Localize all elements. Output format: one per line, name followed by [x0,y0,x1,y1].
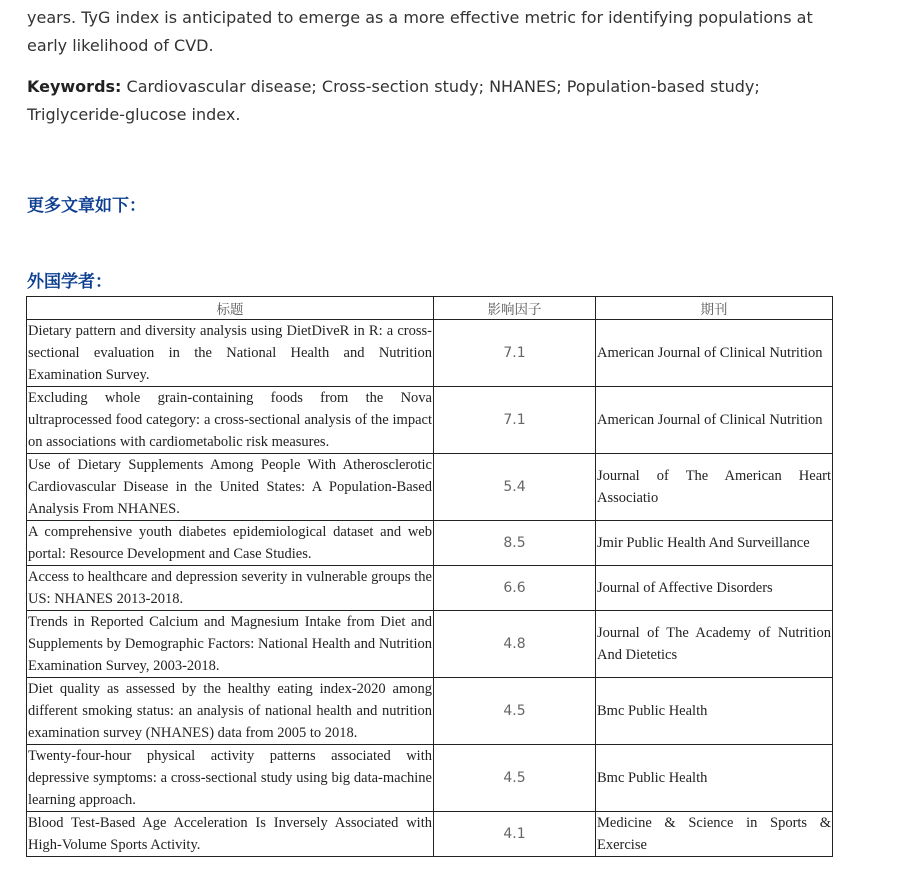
table-row [27,678,833,745]
table-row [27,387,833,454]
table-row [27,454,833,521]
journal-name: Medicine & Science in Sports & Exercise [596,812,833,857]
article-title: Access to healthcare and depression severity in vulnerable groups the US: NHANES 2013-2018. [27,566,434,611]
journal-name: Journal of Affective Disorders [596,566,833,611]
journal-name: Jmir Public Health And Surveillance [596,521,833,566]
journal-name: Journal of The American Heart Associatio [596,454,833,521]
more-articles-heading: 更多文章如下： [27,196,146,216]
impact-factor: 4.5 [434,745,596,812]
article-title: Use of Dietary Supplements Among People With Atherosclerotic Cardiovascular Disease in the United States: A Population-Based Analysis From NHANES. [27,454,434,521]
impact-factor: 8.5 [434,521,596,566]
impact-factor: 7.1 [434,387,596,454]
impact-factor: 6.6 [434,566,596,611]
articles-table [26,296,833,857]
column-header-impact-factor: 影响因子 [434,297,596,320]
journal-name: American Journal of Clinical Nutrition [596,320,833,387]
table-row [27,812,833,857]
impact-factor: 5.4 [434,454,596,521]
keywords-line: Triglyceride-glucose index. [27,105,241,124]
foreign-scholars-heading: 外国学者： [27,272,112,292]
abstract-line: early likelihood of CVD. [27,36,214,55]
article-title: Excluding whole grain-containing foods from the Nova ultraprocessed food category: a cross-sectional analysis of the impact on associations with cardiometabolic risk measures. [27,387,434,454]
impact-factor: 4.5 [434,678,596,745]
article-title: Twenty-four-hour physical activity patterns associated with depressive symptoms: a cross-sectional study using big data-machine learning approach. [27,745,434,812]
impact-factor: 7.1 [434,320,596,387]
abstract-conclusion [27,4,857,60]
table-row [27,611,833,678]
keywords-label: Keywords: [27,77,122,96]
article-title: Trends in Reported Calcium and Magnesium Intake from Diet and Supplements by Demographic Factors: National Health and Nutrition Examination Survey, 2003-2018. [27,611,434,678]
keywords-paragraph [27,73,857,129]
keywords-line [27,73,857,101]
impact-factor: 4.8 [434,611,596,678]
table-row [27,566,833,611]
table-row [27,521,833,566]
journal-name: Bmc Public Health [596,745,833,812]
table-row [27,320,833,387]
table-row [27,745,833,812]
table-header-row [27,297,833,320]
article-title: Dietary pattern and diversity analysis using DietDiveR in R: a cross-sectional evaluation in the National Health and Nutrition Examination Survey. [27,320,434,387]
article-title: Blood Test-Based Age Acceleration Is Inversely Associated with High-Volume Sports Activity. [27,812,434,857]
keywords-text: Cardiovascular disease; Cross-section study; NHANES; Population-based study; [121,77,760,96]
abstract-line: years. TyG index is anticipated to emerge as a more effective metric for identifying populations at [27,8,813,27]
impact-factor: 4.1 [434,812,596,857]
column-header-journal: 期刊 [596,297,833,320]
journal-name: Bmc Public Health [596,678,833,745]
journal-name: American Journal of Clinical Nutrition [596,387,833,454]
article-title: Diet quality as assessed by the healthy eating index-2020 among different smoking status: an analysis of national health and nutrition examination survey (NHANES) data from 2005 to 2018. [27,678,434,745]
column-header-title: 标题 [27,297,434,320]
journal-name: Journal of The Academy of Nutrition And Dietetics [596,611,833,678]
article-title: A comprehensive youth diabetes epidemiological dataset and web portal: Resource Development and Case Studies. [27,521,434,566]
